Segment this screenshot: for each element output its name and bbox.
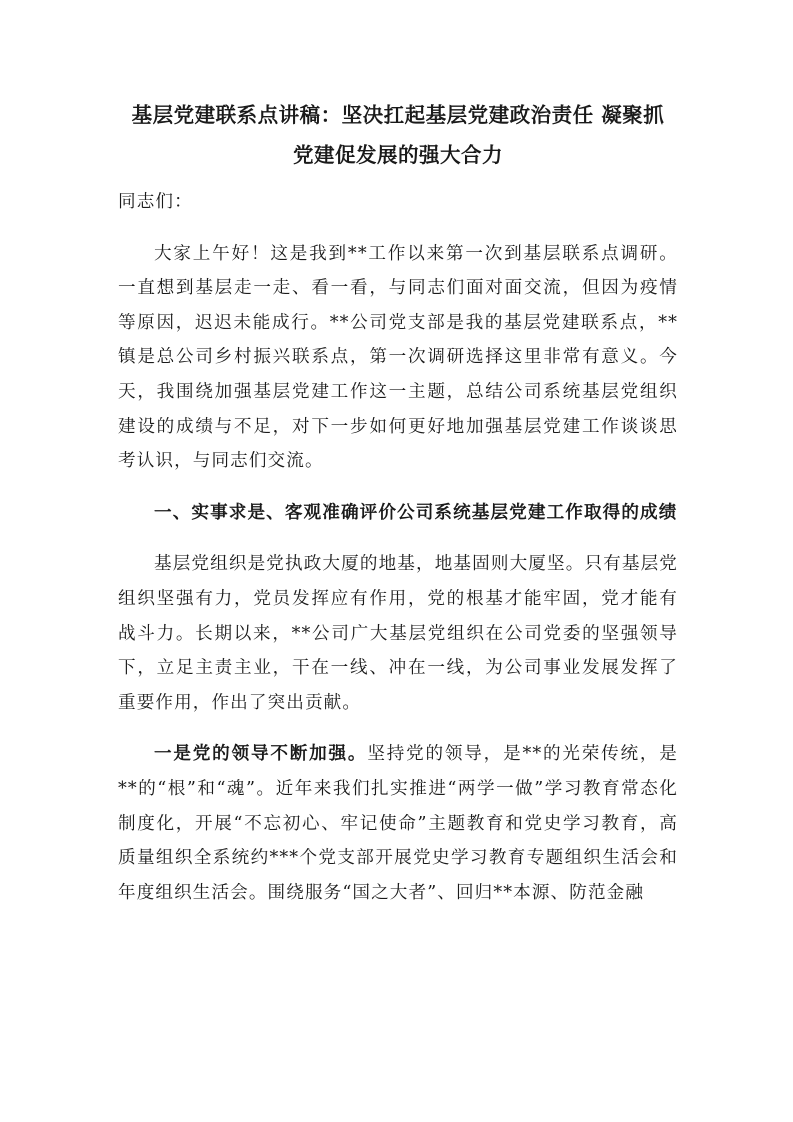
document-title — [118, 95, 678, 175]
title-line-1: 基层党建联系点讲稿：坚决扛起基层党建政治责任 凝聚抓 — [131, 103, 665, 127]
document-page — [118, 95, 678, 910]
point-1-body: 坚持党的领导，是**的光荣传统，是**的“根”和“魂”。近年来我们扎实推进“两学一做”学习教育常态化制度化，开展“不忘初心、牢记使命”主题教育和党史学习教育，高质量组织全系统约***个党支部开展党史学习教育专题组织生活会和年度组织生活会。围绕服务“国之大者”、回归**本源、防范金融 — [118, 744, 679, 903]
title-line-2: 党建促发展的强大合力 — [293, 143, 503, 167]
section-heading-1: 一、实事求是、客观准确评价公司系统基层党建工作取得的成绩 — [154, 501, 678, 523]
point-1-lead: 一是党的领导不断加强。 — [154, 743, 368, 765]
salutation: 同志们： — [118, 192, 193, 212]
point-1-paragraph — [118, 737, 678, 910]
intro-paragraph: 大家上午好！这是我到**工作以来第一次到基层联系点调研。一直想到基层走一走、看一看，与同志们面对面交流，但因为疫情等原因，迟迟未能成行。**公司党支部是我的基层党建联系点，**镇是总公司乡村振兴联系点，第一次调研选择这里非常有意义。今天，我围绕加强基层党建工作这一主题，总结公司系统基层党组织建设的成绩与不足，对下一步如何更好地加强基层党建工作谈谈思考认识，与同志们交流。 — [118, 243, 678, 472]
section-1-paragraph: 基层党组织是党执政大厦的地基，地基固则大厦坚。只有基层党组织坚强有力，党员发挥应有作用，党的根基才能牢固，党才能有战斗力。长期以来，**公司广大基层党组织在公司党委的坚强领导下，立足主责主业，干在一线、冲在一线，为公司事业发展发挥了重要作用，作出了突出贡献。 — [118, 554, 678, 713]
